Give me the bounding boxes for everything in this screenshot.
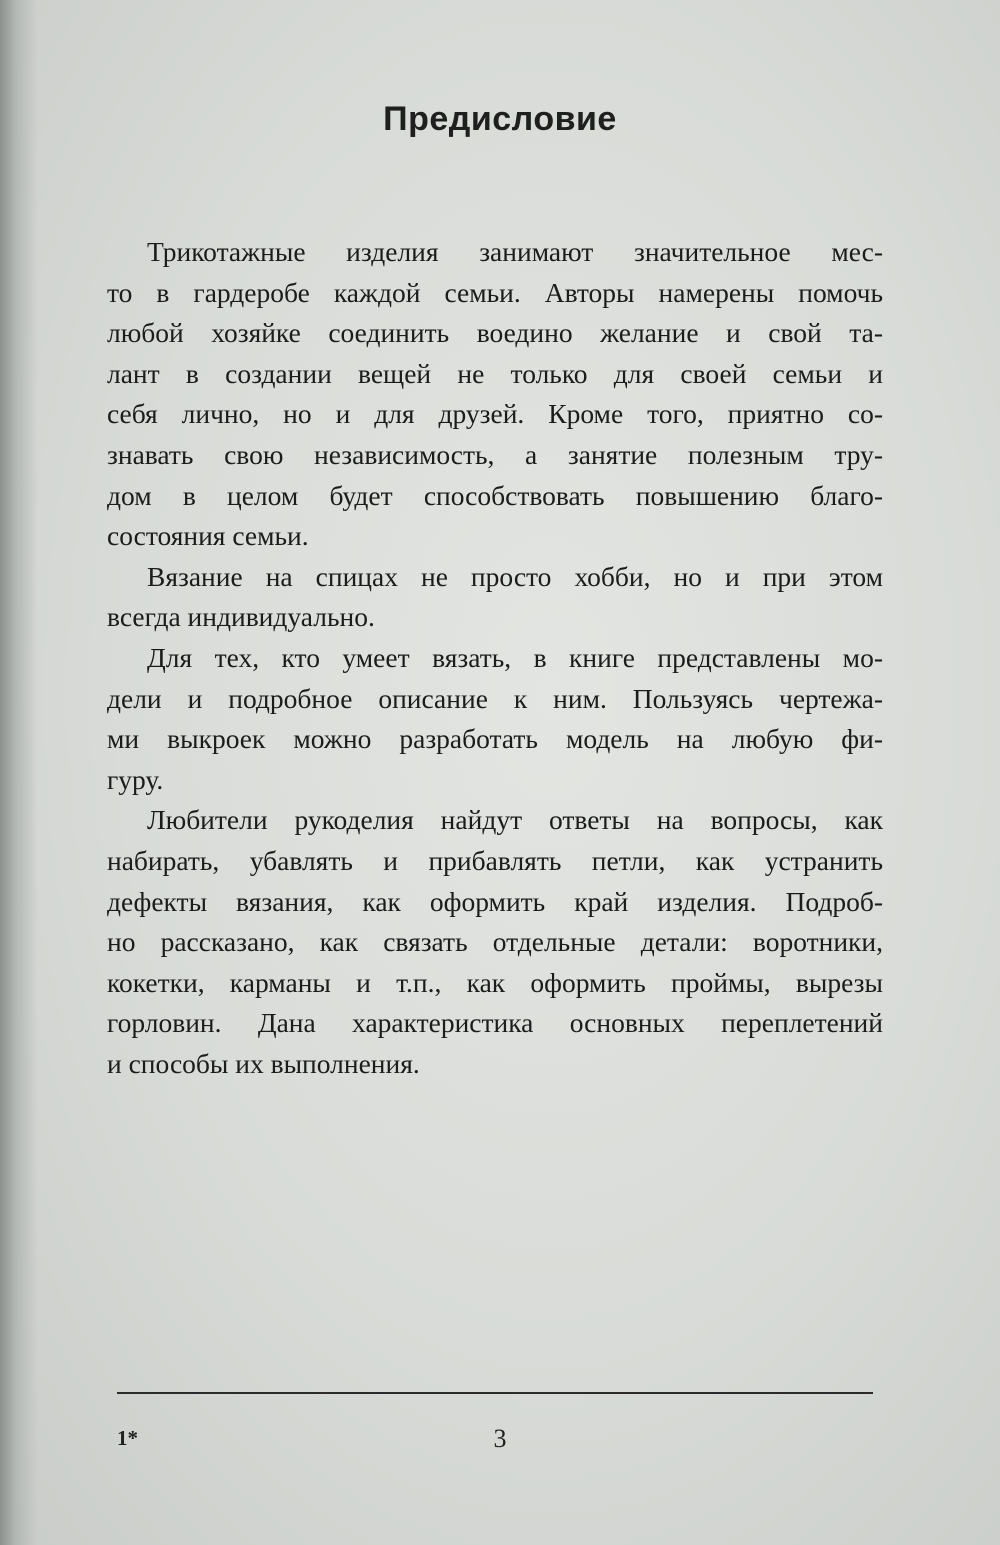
paragraph-4: [107, 800, 883, 1084]
text-line: Для тех, кто умеет вязать, в книге представлены мо-: [147, 641, 883, 673]
text-line: любой хозяйке соединить воедино желание и свой та-: [107, 317, 883, 349]
text-line: набирать, убавлять и прибавлять петли, как устранить: [107, 844, 883, 876]
text-line: дом в целом будет способствовать повышению благо-: [107, 479, 883, 511]
paragraph-1: [107, 232, 883, 557]
text-line: дефекты вязания, как оформить край изделия. Подроб-: [107, 885, 883, 917]
page-title: Предисловие: [383, 100, 617, 138]
text-line: Трикотажные изделия занимают значительное мес-: [147, 236, 883, 267]
footer-rule: [117, 1392, 873, 1394]
text-line: себя лично, но и для друзей. Кроме того, приятно со-: [107, 398, 883, 430]
text-line: но рассказано, как связать отдельные детали: воротники,: [107, 926, 883, 958]
binding-shadow: [0, 0, 38, 1545]
body-text: [107, 232, 883, 1084]
text-line: гуру.: [107, 763, 164, 795]
text-line: дели и подробное описание к ним. Пользуясь чертежа-: [107, 682, 883, 714]
text-line: лант в создании вещей не только для своей семьи и: [107, 357, 883, 389]
text-line: Вязание на спицах не просто хобби, но и при этом: [147, 560, 883, 592]
text-line: знавать свою независимость, а занятие полезным тру-: [107, 438, 883, 470]
text-line: состояния семьи.: [107, 520, 309, 552]
text-line: горловин. Дана характеристика основных переплетений: [107, 1007, 883, 1039]
text-line: кокетки, карманы и т.п., как оформить проймы, вырезы: [107, 966, 883, 998]
text-line: всегда индивидуально.: [107, 601, 375, 633]
signature-mark: 1*: [117, 1426, 138, 1450]
text-line: то в гардеробе каждой семьи. Авторы намерены помочь: [107, 276, 883, 308]
paragraph-3: [107, 638, 883, 800]
text-line: ми выкроек можно разработать модель на любую фи-: [107, 723, 883, 755]
text-line: Любители рукоделия найдут ответы на вопросы, как: [147, 804, 883, 836]
page-number: 3: [493, 1424, 507, 1453]
paragraph-2: [107, 557, 883, 638]
text-line: и способы их выполнения.: [107, 1047, 420, 1079]
